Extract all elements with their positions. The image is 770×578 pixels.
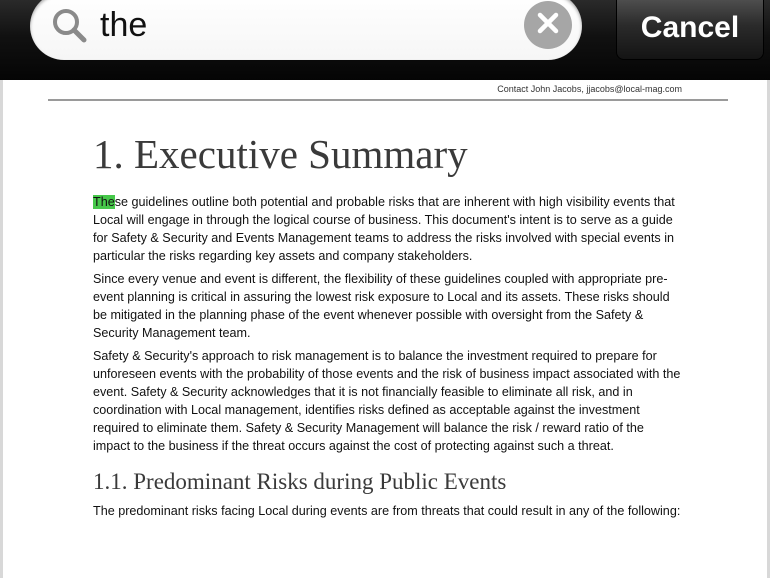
cancel-button[interactable]: Cancel <box>616 0 764 60</box>
close-icon <box>535 10 561 41</box>
paragraph: Safety & Security's approach to risk management is to balance the investment required to prepare for unforeseen events with the probability of those events and the risk of business impact associated with the event. Safety & Security acknowledges that it is not financially feasible to eliminate all risk, and in coordination with Local management, identifies risks defined as acceptable against the investment required to eliminate them. Safety & Security Management will balance the risk / reward ratio of the impact to the business if the threat occurs against the cost of protecting against such a threat. <box>93 349 681 453</box>
search-input[interactable]: the <box>100 6 148 44</box>
paragraph: Since every venue and event is different, the flexibility of these guidelines coupled with appropriate pre-event planning is critical in assuring the lowest risk exposure to Local and its assets. These risks should be mitigated in the planning phase of the event whenever possible with oversight from the Safety & Security Management team. <box>93 272 670 340</box>
search-toolbar <box>0 0 770 80</box>
search-match-highlight[interactable]: The <box>93 195 115 209</box>
search-icon <box>50 6 90 46</box>
paragraph-text: se guidelines outline both potential and probable risks that are inherent with high visibility events that Local will engage in through the logical course of business. This document's intent is to serve as a guide for Safety & Security and Events Management teams to address the risks involved with special events in particular the risks regarding key assets and company stakeholders. <box>93 195 675 263</box>
document-page <box>0 80 770 578</box>
paragraph <box>93 193 683 265</box>
paragraph: The predominant risks facing Local during events are from threats that could result in any of the following: <box>93 504 681 518</box>
clear-search-button[interactable] <box>524 1 572 49</box>
document-body <box>93 193 683 525</box>
search-field[interactable] <box>30 0 582 60</box>
page-header-note: Contact John Jacobs, jjacobs@local-mag.com <box>497 84 682 94</box>
page-edge <box>0 80 3 578</box>
header-divider <box>48 99 728 101</box>
section-heading: 1.1. Predominant Risks during Public Events <box>93 469 507 494</box>
page-title: 1. Executive Summary <box>93 131 468 177</box>
